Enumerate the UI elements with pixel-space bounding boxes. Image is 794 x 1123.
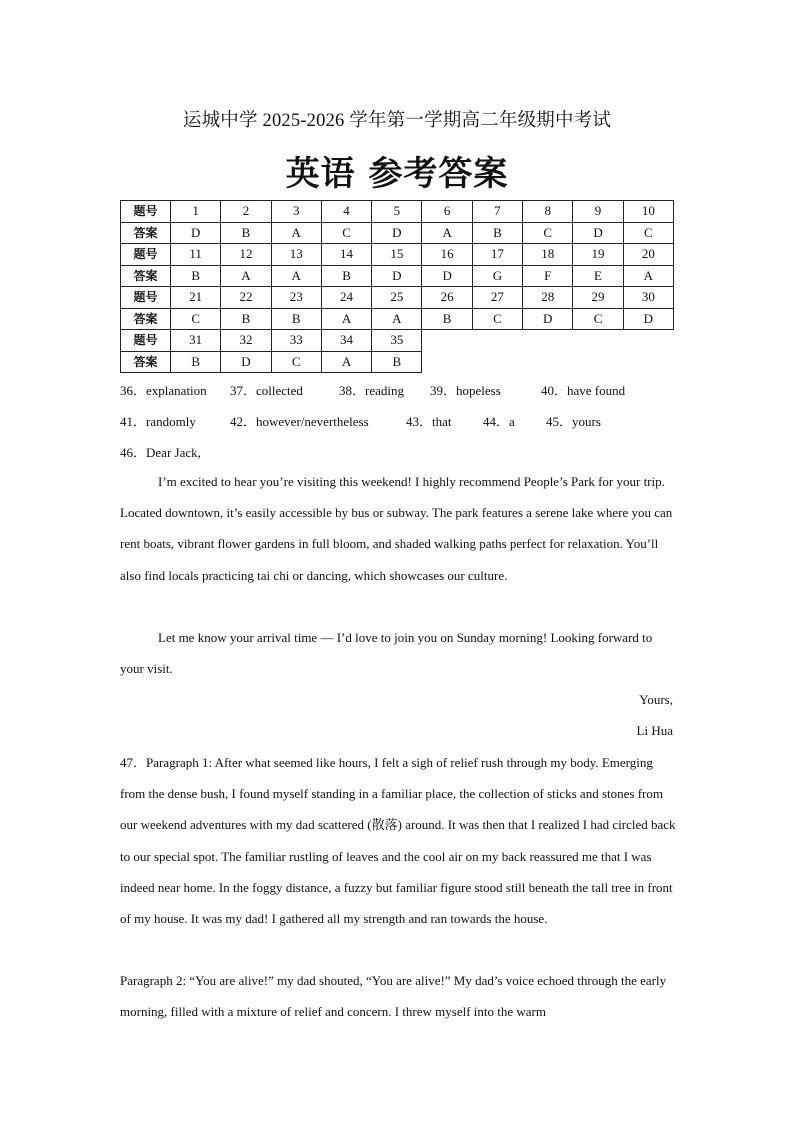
answer-cell: B bbox=[422, 308, 472, 330]
answer-row bbox=[121, 308, 674, 330]
question-number-cell: 4 bbox=[321, 201, 371, 223]
answer-label: 答案 bbox=[121, 308, 171, 330]
empty-cell bbox=[573, 330, 623, 352]
answer-cell: D bbox=[372, 222, 422, 244]
question-number-cell: 25 bbox=[372, 287, 422, 309]
answer-cell: C bbox=[271, 351, 321, 373]
question-number-row bbox=[121, 201, 674, 223]
answer-cell: C bbox=[573, 308, 623, 330]
question-number-cell: 8 bbox=[523, 201, 573, 223]
answer-row bbox=[121, 265, 674, 287]
answer-cell: F bbox=[523, 265, 573, 287]
answer-cell: D bbox=[623, 308, 673, 330]
answer-cell: D bbox=[523, 308, 573, 330]
question-label: 题号 bbox=[121, 244, 171, 266]
fill-item: 44．a bbox=[483, 414, 515, 429]
question-number-cell: 31 bbox=[171, 330, 221, 352]
question-number-cell: 2 bbox=[221, 201, 271, 223]
answer-cell: C bbox=[523, 222, 573, 244]
empty-cell bbox=[623, 330, 673, 352]
answer-label: 答案 bbox=[121, 351, 171, 373]
question-number-cell: 7 bbox=[472, 201, 522, 223]
fill-item: 41．randomly bbox=[120, 414, 196, 429]
exam-header: 运城中学 2025-2026 学年第一学期高二年级期中考试 bbox=[182, 111, 612, 131]
fill-item: 38．reading bbox=[339, 383, 404, 398]
question-number-cell: 1 bbox=[171, 201, 221, 223]
answer-cell: C bbox=[321, 222, 371, 244]
answer-cell: D bbox=[372, 265, 422, 287]
question-number-cell: 28 bbox=[523, 287, 573, 309]
answer-cell: G bbox=[472, 265, 522, 287]
fill-line-2 bbox=[120, 411, 601, 430]
question-number-cell: 3 bbox=[271, 201, 321, 223]
answer-row bbox=[121, 222, 674, 244]
question-number-cell: 24 bbox=[321, 287, 371, 309]
answer-cell: A bbox=[623, 265, 673, 287]
fill-item: 42．however/nevertheless bbox=[230, 414, 369, 429]
question-number-cell: 19 bbox=[573, 244, 623, 266]
q46-paragraph-2: Let me know your arrival time — I’d love to join you on Sunday morning! Looking forward to your visit. bbox=[120, 630, 653, 677]
answer-cell: A bbox=[321, 308, 371, 330]
question-number-cell: 34 bbox=[321, 330, 371, 352]
fill-item: 40．have found bbox=[541, 383, 626, 398]
answer-row bbox=[121, 351, 674, 373]
q46-greeting: 46．Dear Jack, bbox=[120, 445, 201, 460]
answer-label: 答案 bbox=[121, 265, 171, 287]
empty-cell bbox=[523, 330, 573, 352]
question-number-cell: 17 bbox=[472, 244, 522, 266]
q46-paragraph-1: I’m excited to hear you’re visiting this weekend! I highly recommend People’s Park for your trip. Located downtown, it’s easily accessible by bus or subway. The park features a serene lake where you can rent boats, vibrant flower gardens in full bloom, and shaded walking paths perfect for relaxation. You’ll also find locals practicing tai chi or dancing, which showcases our culture. bbox=[120, 474, 673, 583]
answer-cell: A bbox=[271, 265, 321, 287]
answer-cell: D bbox=[573, 222, 623, 244]
question-number-row bbox=[121, 244, 674, 266]
question-label: 题号 bbox=[121, 201, 171, 223]
q47-paragraph-2: Paragraph 2: “You are alive!” my dad shouted, “You are alive!” My dad’s voice echoed through the early morning, filled with a mixture of relief and concern. I threw myself into the warm bbox=[120, 973, 667, 1020]
question-number-cell: 16 bbox=[422, 244, 472, 266]
question-number-cell: 14 bbox=[321, 244, 371, 266]
answer-cell: B bbox=[472, 222, 522, 244]
answer-cell: B bbox=[221, 308, 271, 330]
question-number-cell: 33 bbox=[271, 330, 321, 352]
empty-cell bbox=[422, 330, 472, 352]
fill-item: 45．yours bbox=[546, 414, 601, 429]
question-number-cell: 5 bbox=[372, 201, 422, 223]
answer-cell: A bbox=[271, 222, 321, 244]
empty-cell bbox=[472, 351, 522, 373]
fill-item: 43．that bbox=[406, 414, 452, 429]
question-number-row bbox=[121, 330, 674, 352]
question-number-cell: 22 bbox=[221, 287, 271, 309]
answer-cell: C bbox=[472, 308, 522, 330]
empty-cell bbox=[623, 351, 673, 373]
q47-paragraph-1: 47．Paragraph 1: After what seemed like hours, I felt a sigh of relief rush through my body. Emerging from the dense bush, I found myself standing in a familiar place, the collection of sticks and stones from our weekend adventures with my dad scattered (散落) around. It was then that I realized I had circled back to our special spot. The familiar rustling of leaves and the cool air on my back reassured me that I was indeed near home. In the foggy distance, a fuzzy but familiar figure stood still beneath the tall tree in front of my house. It was my dad! I gathered all my strength and ran towards the house. bbox=[120, 755, 676, 927]
empty-cell bbox=[472, 330, 522, 352]
q46-signature: Li Hua bbox=[636, 723, 673, 738]
question-label: 题号 bbox=[121, 330, 171, 352]
question-label: 题号 bbox=[121, 287, 171, 309]
fill-item: 36．explanation bbox=[120, 383, 207, 398]
question-number-cell: 26 bbox=[422, 287, 472, 309]
answer-cell: B bbox=[221, 222, 271, 244]
question-number-cell: 9 bbox=[573, 201, 623, 223]
fill-line-1 bbox=[120, 380, 625, 399]
answer-cell: A bbox=[422, 222, 472, 244]
question-number-cell: 15 bbox=[372, 244, 422, 266]
answer-label: 答案 bbox=[121, 222, 171, 244]
answer-cell: A bbox=[221, 265, 271, 287]
answer-cell: B bbox=[321, 265, 371, 287]
fill-item: 37．collected bbox=[230, 383, 303, 398]
question-number-cell: 29 bbox=[573, 287, 623, 309]
question-number-cell: 27 bbox=[472, 287, 522, 309]
question-number-cell: 32 bbox=[221, 330, 271, 352]
question-number-row bbox=[121, 287, 674, 309]
question-number-cell: 12 bbox=[221, 244, 271, 266]
question-number-cell: 23 bbox=[271, 287, 321, 309]
fill-item: 39．hopeless bbox=[430, 383, 501, 398]
question-number-cell: 30 bbox=[623, 287, 673, 309]
question-number-cell: 18 bbox=[523, 244, 573, 266]
question-number-cell: 20 bbox=[623, 244, 673, 266]
question-number-cell: 10 bbox=[623, 201, 673, 223]
answer-cell: B bbox=[372, 351, 422, 373]
answer-table bbox=[120, 200, 674, 373]
answer-cell: D bbox=[171, 222, 221, 244]
question-number-cell: 11 bbox=[171, 244, 221, 266]
answer-cell: A bbox=[321, 351, 371, 373]
answer-cell: C bbox=[171, 308, 221, 330]
empty-cell bbox=[422, 351, 472, 373]
empty-cell bbox=[523, 351, 573, 373]
question-number-cell: 6 bbox=[422, 201, 472, 223]
question-number-cell: 21 bbox=[171, 287, 221, 309]
answer-cell: D bbox=[221, 351, 271, 373]
answer-cell: D bbox=[422, 265, 472, 287]
answer-cell: C bbox=[623, 222, 673, 244]
answer-cell: B bbox=[171, 265, 221, 287]
question-number-cell: 35 bbox=[372, 330, 422, 352]
answer-cell: B bbox=[271, 308, 321, 330]
empty-cell bbox=[573, 351, 623, 373]
answer-cell: B bbox=[171, 351, 221, 373]
answer-cell: E bbox=[573, 265, 623, 287]
answer-cell: A bbox=[372, 308, 422, 330]
question-number-cell: 13 bbox=[271, 244, 321, 266]
q46-closing: Yours, bbox=[639, 692, 673, 707]
page-title: 英语 参考答案 bbox=[285, 154, 509, 194]
